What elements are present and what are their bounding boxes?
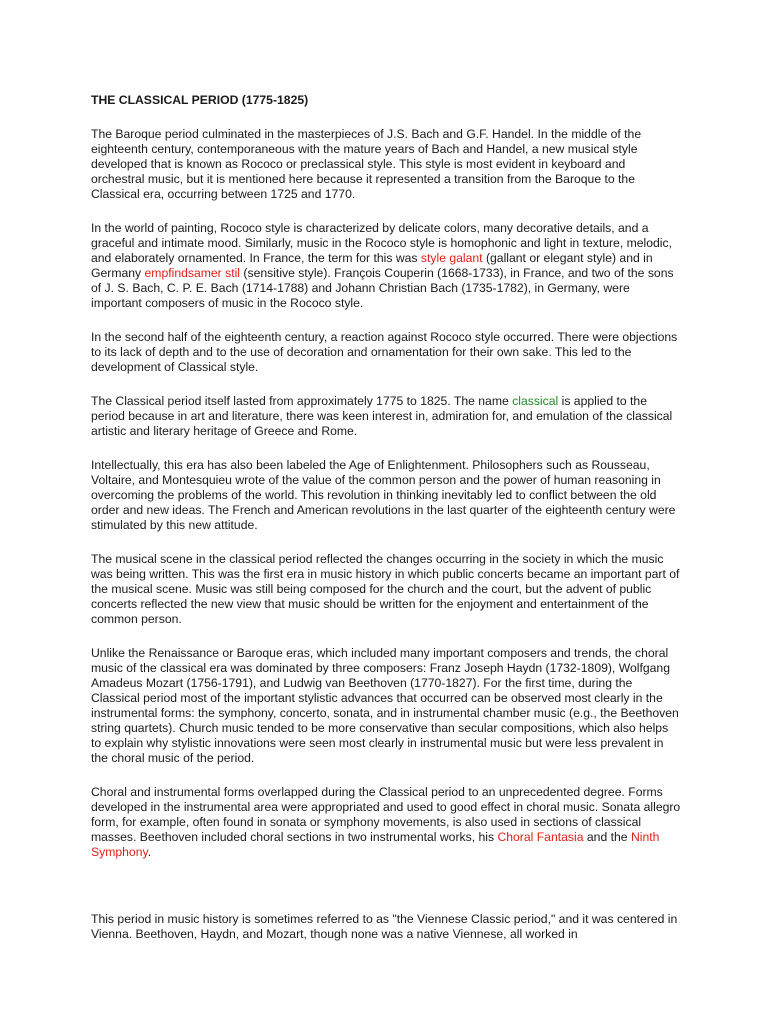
- paragraph-text: The Classical period itself lasted from approximately 1775 to 1825. The name: [91, 394, 513, 408]
- paragraph-text: Choral and instrumental forms overlapped during the Classical period to an unprecedented degree. Forms developed in the instrumental area were appropriated and used to good effect in choral music. Sonata allegro form, for example, often found in sonata or symphony movements, is also used in sections of classical masses. Beethoven included choral sections in two instrumental works, his: [91, 785, 681, 844]
- paragraph-classical-period-dates: [91, 394, 681, 439]
- document-title: THE CLASSICAL PERIOD (1775-1825): [91, 93, 309, 107]
- paragraph-text: (gallant or elegant style) and in Germany: [91, 251, 653, 280]
- link-style-galant[interactable]: style galant: [420, 251, 483, 265]
- paragraph-text: (sensitive style). François Couperin (1668-1733), in France, and two of the sons of J. S. Bach, C. P. E. Bach (1714-1788) and Johann Christian Bach (1735-1782), in Germany, were important composers of music in the Rococo style.: [91, 266, 674, 310]
- document-page: [91, 93, 681, 961]
- paragraph-three-composers: Unlike the Renaissance or Baroque eras, which included many important composers and trends, the choral music of the classical era was dominated by three composers: Franz Joseph Haydn (1732-1809), Wolfgang Amadeus Mozart (1756-1791), and Ludwig van Beethoven (1770-1827). For the first time, during the Classical period most of the important stylistic advances that occurred can be observed most clearly in the instrumental forms: the symphony, concerto, sonata, and in instrumental chamber music (e.g., the Beethoven string quartets). Church music tended to be more conservative than secular compositions, which also helps to explain why stylistic innovations were seen most clearly in instrumental music but were less prevalent in the choral music of the period.: [91, 646, 679, 765]
- term-classical: classical: [512, 394, 559, 408]
- link-ninth-symphony[interactable]: Ninth Symphony: [91, 830, 660, 859]
- paragraph-text: and the: [583, 830, 631, 844]
- paragraph-text: In the world of painting, Rococo style is characterized by delicate colors, many decorative details, and a graceful and intimate mood. Similarly, music in the Rococo style is homophonic and light in texture, melodic, and elaborately ornamented. In France, the term for this was: [91, 221, 672, 265]
- paragraph-enlightenment: Intellectually, this era has also been labeled the Age of Enlightenment. Philosophers such as Rousseau, Voltaire, and Montesquieu wrote of the value of the common person and the power of human reasoning in overcoming the problems of the world. This revolution in thinking inevitably led to conflict between the old order and new ideas. The French and American revolutions in the last quarter of the eighteenth century were stimulated by this new attitude.: [91, 458, 676, 532]
- paragraph-musical-scene: The musical scene in the classical period reflected the changes occurring in the society in which the music was being written. This was the first era in music history in which public concerts became an important part of the musical scene. Music was still being composed for the church and the court, but the advent of public concerts reflected the new view that music should be written for the enjoyment and entertainment of the common person.: [91, 552, 680, 626]
- paragraph-choral-instrumental: [91, 785, 681, 860]
- paragraph-reaction-against-rococo: In the second half of the eighteenth century, a reaction against Rococo style occurred. There were objections to its lack of depth and to the use of decoration and ornamentation for their own sake. This led to the development of Classical style.: [91, 330, 678, 374]
- paragraph-text: is applied to the period because in art and literature, there was keen interest in, admiration for, and emulation of the classical artistic and literary heritage of Greece and Rome.: [91, 394, 673, 438]
- paragraph-baroque-culmination: The Baroque period culminated in the masterpieces of J.S. Bach and G.F. Handel. In the middle of the eighteenth century, contemporaneous with the mature years of Bach and Handel, a new musical style developed that is known as Rococo or preclassical style. This style is most evident in keyboard and orchestral music, but it is mentioned here because it represented a transition from the Baroque to the Classical era, occurring between 1725 and 1770.: [91, 127, 642, 201]
- link-empfindsamer-stil[interactable]: empfindsamer stil: [144, 266, 241, 280]
- paragraph-text: .: [147, 845, 152, 859]
- paragraph-rococo-style: [91, 221, 681, 311]
- paragraph-viennese-classic: This period in music history is sometimes referred to as "the Viennese Classic period," and it was centered in Vienna. Beethoven, Haydn, and Mozart, though none was a native Viennese, all worked in: [91, 912, 678, 941]
- link-choral-fantasia[interactable]: Choral Fantasia: [497, 830, 584, 844]
